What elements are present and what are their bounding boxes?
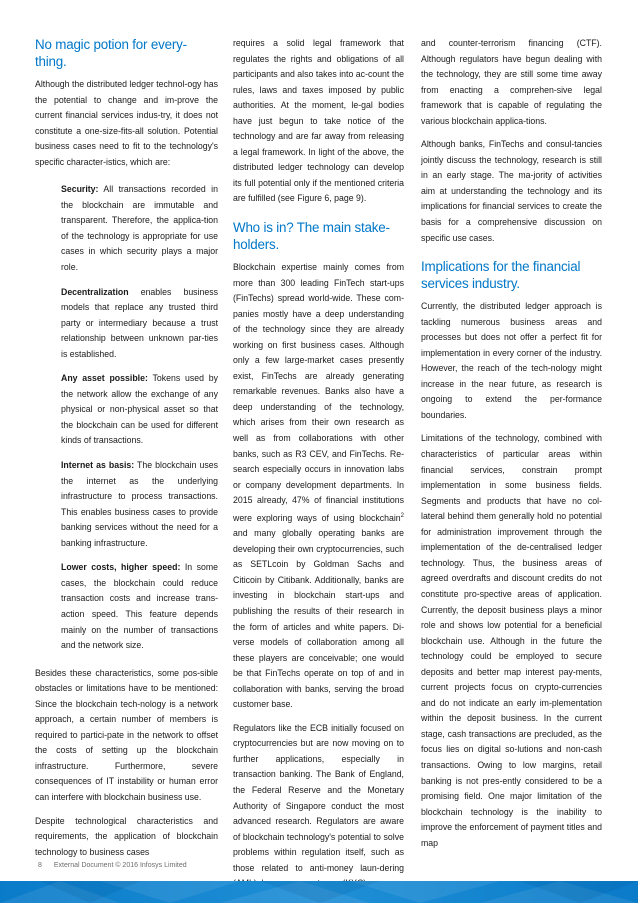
- list-item: Security: All transactions recorded in the blockchain are immutable and transparent. Therefore, the applica-tion of the technology is appropriate for use cases in which security plays a major role.: [61, 184, 218, 273]
- footer-band: [0, 881, 638, 903]
- list-item: Lower costs, higher speed: In some cases, the blockchain could reduce transaction costs and increase trans-action speed. This feature depends mainly on the number of transactions and the network size.: [61, 562, 218, 651]
- section-heading-no-magic-potion: No magic potion for every-thing.: [35, 37, 187, 69]
- body-paragraph: requires a solid legal framework that regulates the rights and obligations of all participants and also takes into ac-count the rules, laws and taxes imposed by public authorities. At the moment, le-gal bodies have just begun to take notice of the technology and are far away from releasing a legal framework. In light of the above, the distributed ledger technology can develop its full potential only if the mentioned criteria are fulfilled (see Figure 6, page 9).: [233, 38, 404, 204]
- list-item: Any asset possible: Tokens used by the network allow the exchange of any physical or non-physical asset so that the blockchain can be used for different kinds of transactions.: [61, 373, 218, 446]
- body-paragraph: Blockchain expertise mainly comes from more than 300 leading FinTech start-ups (FinTechs) spread world-wide. These com-panies mostly have a deep understanding of the technology since they are already working on first business cases. Although only a few large-market cases presently exist, FinTechs are already generating remarkable revenues. Banks also have a deep understanding of the technology, which arises from their own research as well as from collaborations with other banks, such as R3 CEV, and FinTechs. Re-search especially occurs in innovation labs or company development departments. In 2015 already, 47% of financial institutions were exploring ways of using blockchain$^2$ and many globally operating banks are developing their own cryptocurrencies, such as SETLcoin by Goldman Sachs and Citicoin by Citibank. Additionally, banks are investing in blockchain start-ups and publishing the results of their research in the form of articles and white papers. Di-verse models of collaboration among all these players are conceivable; one would be that FinTechs operate on top of and in collaboration with banks, serving the broad customer base.: [233, 262, 404, 710]
- band-pattern: [0, 881, 638, 903]
- body-paragraph: Despite technological characteristics and requirements, the application of blockchain technology to business cases: [35, 815, 218, 857]
- column-3: [421, 36, 602, 859]
- body-paragraph: Limitations of the technology, combined with characteristics of particular areas within financial services, constrain prompt implementation in some business fields. Segments and products that have no col-lateral behind them generally hold no potential for administration improvement through the implementation of the de-centralised ledger technology. Thus, the business areas of agreed overdrafts and discount credits do not constitute pro-spective areas of application. Currently, the deposit business plays a minor role and shows low potential for a beneficial blockchain use. Although in the future the technology could be employed to secure deposits and better map interest pay-ments, current projects focus on crypto-currencies and do not indicate an early im-plementation within the deposit business. In the current stage, cash transactions are precluded, as the focus lies on digital so-lutions and non-cash transactions. Owing to low margins, retail banking is not pres-ently considered to be a promising field. One major limitation of the blockchain technology is the inability to improve the enforcement of payment titles and map: [421, 433, 602, 848]
- page-footer: [38, 862, 187, 869]
- page-number: 8: [38, 862, 42, 869]
- list-item: Internet as basis: The blockchain uses the internet as the underlying infrastructure to process transactions. This enables business cases to provide banking services without the need for a banking infrastructure.: [61, 460, 218, 548]
- body-paragraph: Besides these characteristics, some pos-sible obstacles or limitations have to be mentioned: Since the blockchain tech-nology is a network approach, a certain number of members is required to partici-pate in the network to offset the costs of setting up the blockchain infrastructure. Furthermore, severe consequences of IT instability or human error can interfere with blockchain business use.: [35, 667, 218, 802]
- intro-paragraph: Although the distributed ledger technol-ogy has the potential to change and im-prove the current financial services indus-try, it does not constitute a one-size-fits-all solution. Potential business cases need to fit to the technology's specific character-istics, which are:: [35, 79, 218, 167]
- list-item: Decentralization enables business models that replace any trusted third party or intermediary because a trust relationship between unknown par-ties is established.: [61, 286, 218, 359]
- section-heading-implications: Implications for the financial services industry.: [421, 259, 581, 292]
- column-1: [35, 36, 218, 868]
- copyright-text: External Document © 2016 Infosys Limited: [53, 862, 187, 869]
- body-paragraph: Regulators like the ECB initially focused on cryptocurrencies but are now moving on to further applications, especially in transaction banking. The Bank of England, the Federal Reserve and the Monetary Authority of Singapore conduct the most advanced research. Regulators are aware of blockchain technology's potential to solve problems within regulation itself, such as those related to anti-money laun-dering: [233, 722, 404, 873]
- body-paragraph: and counter-terrorism financing (CTF). Although regulators have begun dealing with the technology, they are still some time away from enacting a comprehen-sive legal framework that is capable of regulating the various blockchain applica-tions.: [421, 38, 602, 126]
- body-paragraph: Currently, the distributed ledger approach is tackling numerous business areas and processes but does not offer a perfect fit for implementation in every corner of the industry. However, the reach of the tech-nology might increase in the near future, as research is ongoing to extend the per-formance boundaries.: [421, 301, 602, 420]
- footnote-reference[interactable]: 2: [400, 512, 404, 519]
- body-paragraph: Although banks, FinTechs and consul-tancies jointly discuss the technology, research is still in an early stage. The ma-jority of activities aim at understanding the technology and its implications for financial services to create the basis for a comprehensive discussion on specific use cases.: [421, 139, 602, 243]
- column-2: [233, 36, 404, 900]
- characteristics-list: [61, 182, 218, 653]
- section-heading-stakeholders: Who is in? The main stake-holders.: [233, 220, 390, 253]
